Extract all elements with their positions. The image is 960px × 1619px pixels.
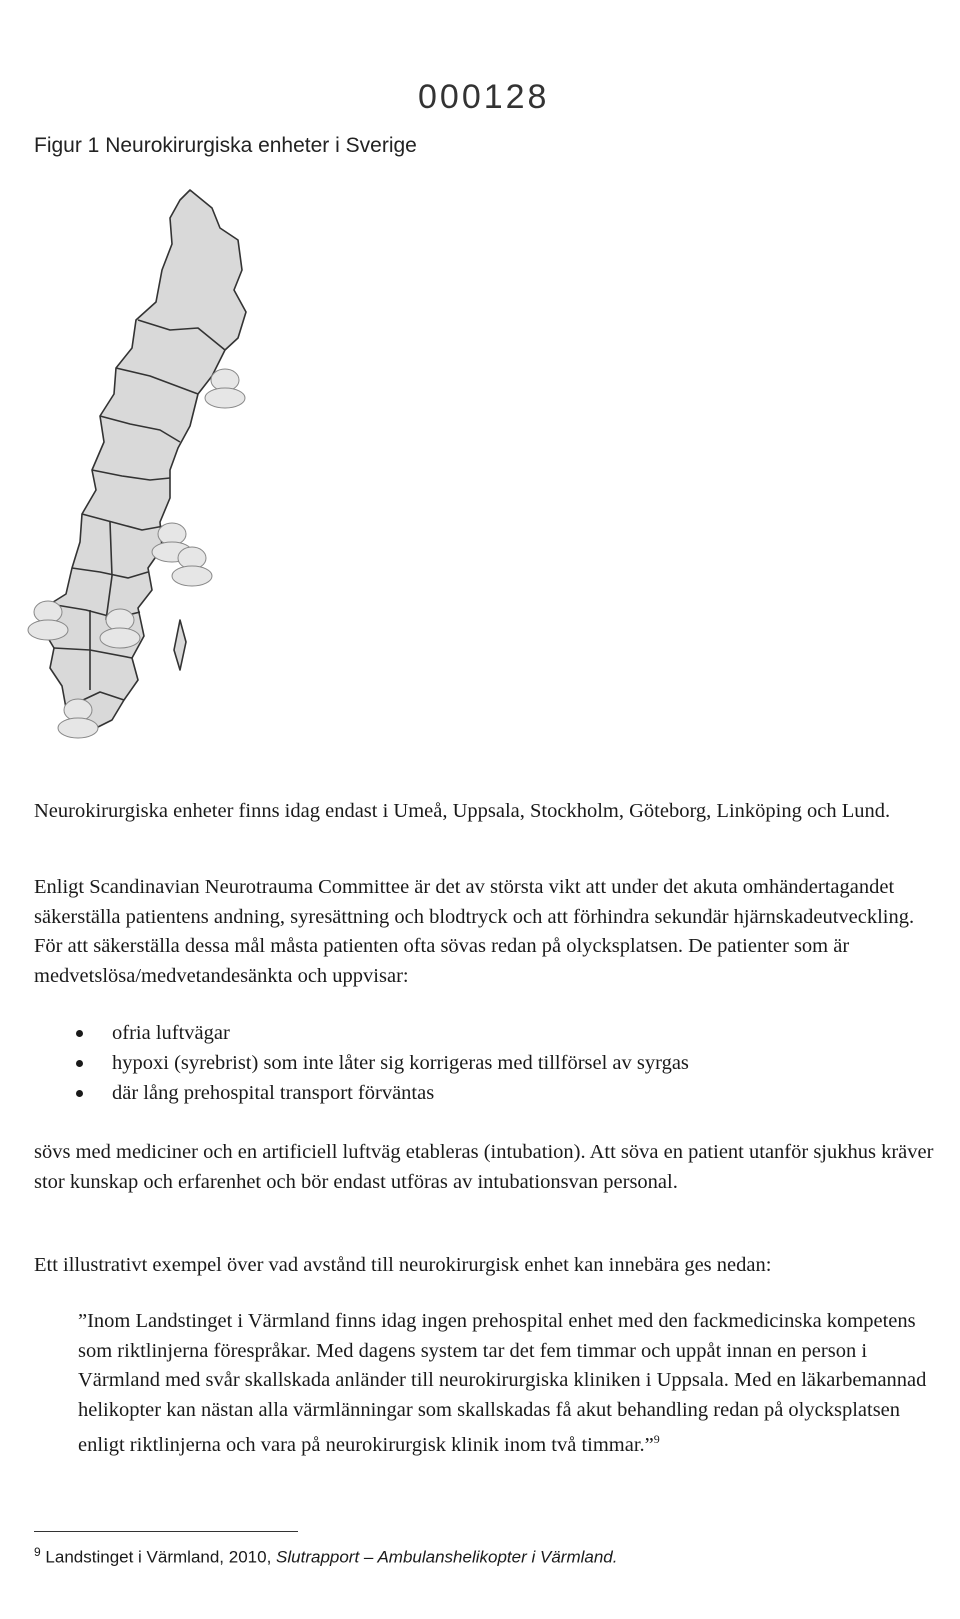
- paragraph-units: Neurokirurgiska enheter finns idag endast i Umeå, Uppsala, Stockholm, Göteborg, Linköping och Lund.: [34, 800, 891, 822]
- bullet-icon: [76, 1060, 83, 1067]
- footnote-reference[interactable]: 9: [653, 1432, 660, 1446]
- list-item: [76, 1018, 936, 1048]
- footnote-title: Slutrapport – Ambulanshelikopter i Värmland.: [276, 1547, 618, 1567]
- gotland-island: [174, 620, 186, 670]
- sweden-outline: [42, 190, 246, 728]
- bullet-icon: [76, 1090, 83, 1097]
- list-item: [76, 1048, 936, 1078]
- figure-title: Figur 1 Neurokirurgiska enheter i Sverige: [34, 134, 417, 157]
- paragraph-snc: Enligt Scandinavian Neurotrauma Committee är det av största vikt att under det akuta omhändertagandet säkerställa patientens andning, syresättning och blodtryck och att förhindra sekundär hjärnskadeutveckling. För att säkerställa dessa mål måsta patienten ofta sövas redan på olycksplatsen. De patienter som är medvetslösa/medvetandesänkta och uppvisar:: [34, 876, 915, 987]
- criteria-list: [76, 1018, 936, 1108]
- footnote-divider: [34, 1531, 298, 1532]
- sweden-map: [20, 180, 320, 770]
- bullet-icon: [76, 1030, 83, 1037]
- footnote-source: Landstinget i Värmland, 2010,: [45, 1547, 277, 1567]
- list-item-text: ofria luftvägar: [112, 1022, 230, 1044]
- block-quote: [78, 1307, 934, 1460]
- map-regions: [42, 190, 246, 728]
- list-item-text: där lång prehospital transport förväntas: [112, 1082, 435, 1104]
- quote-text: ”Inom Landstinget i Värmland finns idag ingen prehospital enhet med den fackmedicinska kompetens som riktlinjerna förespråkar. Med dagens system tar det fem timmar och uppåt innan en person i Värmland med svår skallskada anländer till neurokirurgiska kliniken i Uppsala. Med en läkarbemannad helikopter kan nästan alla värmlänningar som skallskadas få akut behandling redan på olycksplatsen enligt riktlinjerna och vara på neurokirurgisk klinik inom två timmar.”: [78, 1310, 927, 1456]
- list-item: [76, 1078, 936, 1108]
- footnote: [34, 1545, 617, 1568]
- archive-stamp-number: 000128: [418, 78, 550, 116]
- paragraph-sedation: sövs med mediciner och en artificiell luftväg etableras (intubation). Att söva en patient utanför sjukhus kräver stor kunskap och erfarenhet och bör endast utföras av intubationsvan personal.: [34, 1141, 934, 1193]
- list-item-text: hypoxi (syrebrist) som inte låter sig korrigeras med tillförsel av syrgas: [112, 1052, 689, 1074]
- paragraph-example-intro: Ett illustrativt exempel över vad avstånd till neurokirurgisk enhet kan innebära ges nedan:: [34, 1254, 772, 1276]
- footnote-number: 9: [34, 1545, 41, 1559]
